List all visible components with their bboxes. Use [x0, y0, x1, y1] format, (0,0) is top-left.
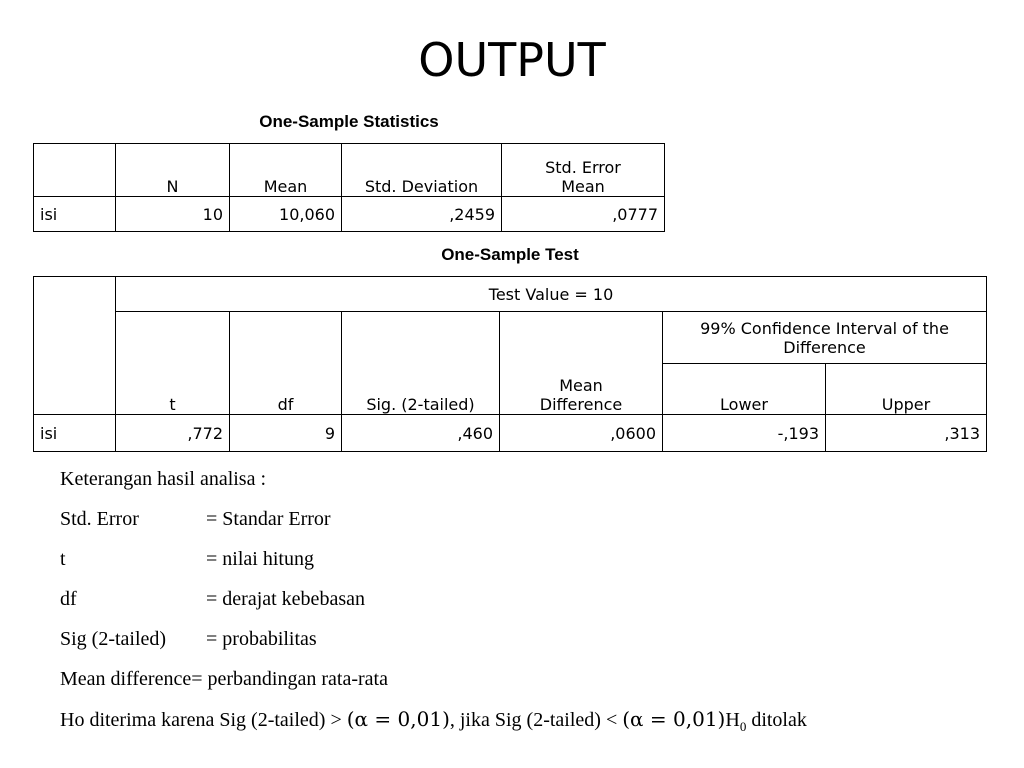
note-term: t — [60, 548, 66, 570]
one-sample-test-table — [33, 276, 987, 452]
stats-row-label: isi — [34, 197, 116, 232]
test-header-blank — [34, 277, 116, 415]
stats-cell-n: 10 — [116, 197, 230, 232]
test-table-title: One-Sample Test — [441, 245, 579, 264]
table-row — [34, 415, 987, 452]
stats-cell-mean: 10,060 — [230, 197, 342, 232]
note-item — [60, 584, 1000, 624]
test-header-lower: Lower — [663, 364, 826, 415]
test-row-label: isi — [34, 415, 116, 452]
test-header-sig: Sig. (2-tailed) — [342, 312, 500, 415]
note-item — [60, 624, 1000, 664]
stats-header-std-error-mean: Std. Error Mean — [502, 144, 665, 197]
stats-cell-std-error-mean: ,0777 — [502, 197, 665, 232]
note-term: Sig (2-tailed) — [60, 628, 167, 650]
conclusion-text-2: , jika Sig (2-tailed) < — [449, 709, 623, 731]
stats-header-n: N — [116, 144, 230, 197]
test-header-upper: Upper — [826, 364, 987, 415]
note-desc: = derajat kebebasan — [206, 588, 365, 610]
test-value-header: Test Value = 10 — [116, 277, 987, 312]
stats-header-std-deviation: Std. Deviation — [342, 144, 502, 197]
test-cell-mean-difference: ,0600 — [500, 415, 663, 452]
stats-cell-std-deviation: ,2459 — [342, 197, 502, 232]
hypothesis-subscript: 0 — [739, 719, 747, 734]
note-item — [60, 504, 1000, 544]
stats-table-title: One-Sample Statistics — [259, 112, 439, 131]
notes-heading: Keterangan hasil analisa : — [60, 468, 267, 490]
test-cell-t: ,772 — [116, 415, 230, 452]
note-term: df — [60, 588, 77, 610]
analysis-notes — [60, 464, 1000, 744]
conclusion-text-1: Ho diterima karena Sig (2-tailed) > — [60, 709, 347, 731]
conclusion-note — [60, 704, 1000, 744]
test-header-mean-difference: Mean Difference — [500, 312, 663, 415]
test-cell-lower: -,193 — [663, 415, 826, 452]
table-row — [34, 197, 665, 232]
slide-title: OUTPUT — [418, 33, 606, 87]
test-cell-upper: ,313 — [826, 415, 987, 452]
note-term: Std. Error — [60, 508, 139, 530]
test-cell-sig: ,460 — [342, 415, 500, 452]
stats-header-mean: Mean — [230, 144, 342, 197]
test-cell-df: 9 — [230, 415, 342, 452]
alpha-expression-1: (α = 0,01) — [346, 707, 450, 731]
test-header-row-1 — [34, 277, 987, 312]
stats-header-blank — [34, 144, 116, 197]
stats-header-row — [34, 144, 665, 197]
alpha-expression-2: (α = 0,01) — [622, 707, 726, 731]
conclusion-text-3: ditolak — [746, 709, 807, 731]
note-desc: = Standar Error — [206, 508, 331, 530]
test-header-t: t — [116, 312, 230, 415]
hypothesis-symbol: H — [725, 709, 740, 731]
test-header-df: df — [230, 312, 342, 415]
note-desc: = nilai hitung — [206, 548, 314, 570]
note-desc: = probabilitas — [206, 628, 317, 650]
mean-difference-note: Mean difference= perbandingan rata-rata — [60, 668, 388, 690]
confidence-interval-header: 99% Confidence Interval of the Difference — [663, 312, 987, 364]
note-item — [60, 544, 1000, 584]
test-header-row-2 — [34, 312, 987, 364]
one-sample-statistics-table — [33, 143, 665, 232]
